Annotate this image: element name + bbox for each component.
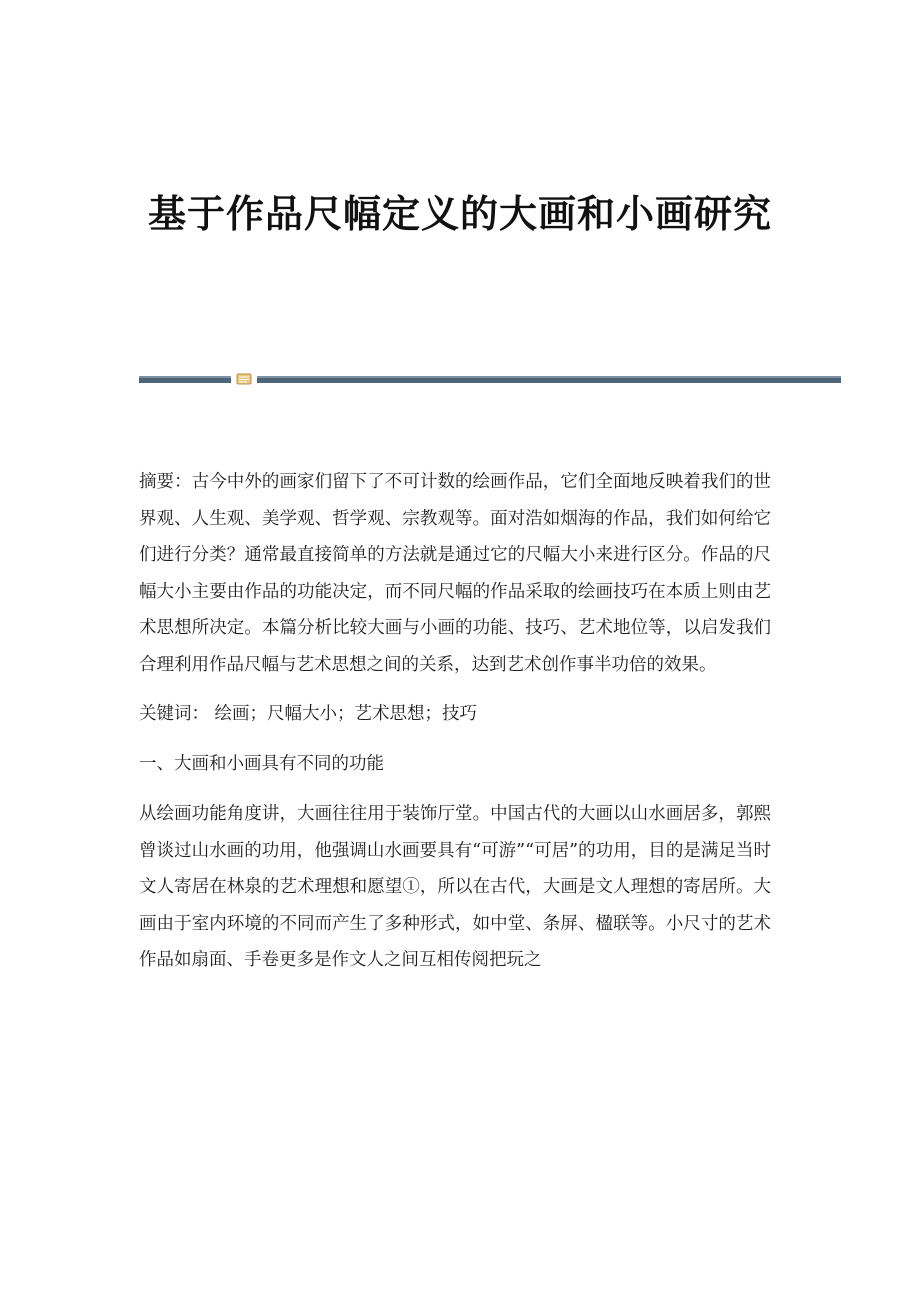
body-paragraph: 从绘画功能角度讲，大画往往用于装饰厅堂。中国古代的大画以山水画居多，郭熙曾谈过山水画的功用，他强调山水画要具有“可游”“可居”的功用，目的是满足当时文人寄居在林泉的艺术理想和愿望①，所以在古代，大画是文人理想的寄居所。大画由于室内环境的不同而产生了多种形式，如中堂、条屏、楹联等。小尺寸的艺术作品如扇面、手卷更多是作文人之间互相传阅把玩之: [139, 804, 771, 970]
keywords-line: 关键词： 绘画；尺幅大小；艺术思想；技巧: [139, 704, 478, 724]
divider-bar-left: [139, 376, 231, 383]
document-title: 基于作品尺幅定义的大画和小画研究: [147, 191, 772, 236]
divider-bar-right: [257, 376, 841, 383]
divider-emblem-icon: [236, 373, 252, 385]
document-body: [139, 464, 771, 979]
title-divider: [139, 372, 841, 386]
section-heading: 一、大画和小画具有不同的功能: [139, 753, 384, 774]
abstract-paragraph: 摘要：古今中外的画家们留下了不可计数的绘画作品，它们全面地反映着我们的世界观、人生观、美学观、哲学观、宗教观等。面对浩如烟海的作品，我们如何给它们进行分类？通常最直接简单的方法就是通过它的尺幅大小来进行区分。作品的尺幅大小主要由作品的功能决定，而不同尺幅的作品采取的绘画技巧在本质上则由艺术思想所决定。本篇分析比较大画与小画的功能、技巧、艺术地位等，以启发我们合理利用作品尺幅与艺术思想之间的关系，达到艺术创作事半功倍的效果。: [139, 472, 771, 675]
